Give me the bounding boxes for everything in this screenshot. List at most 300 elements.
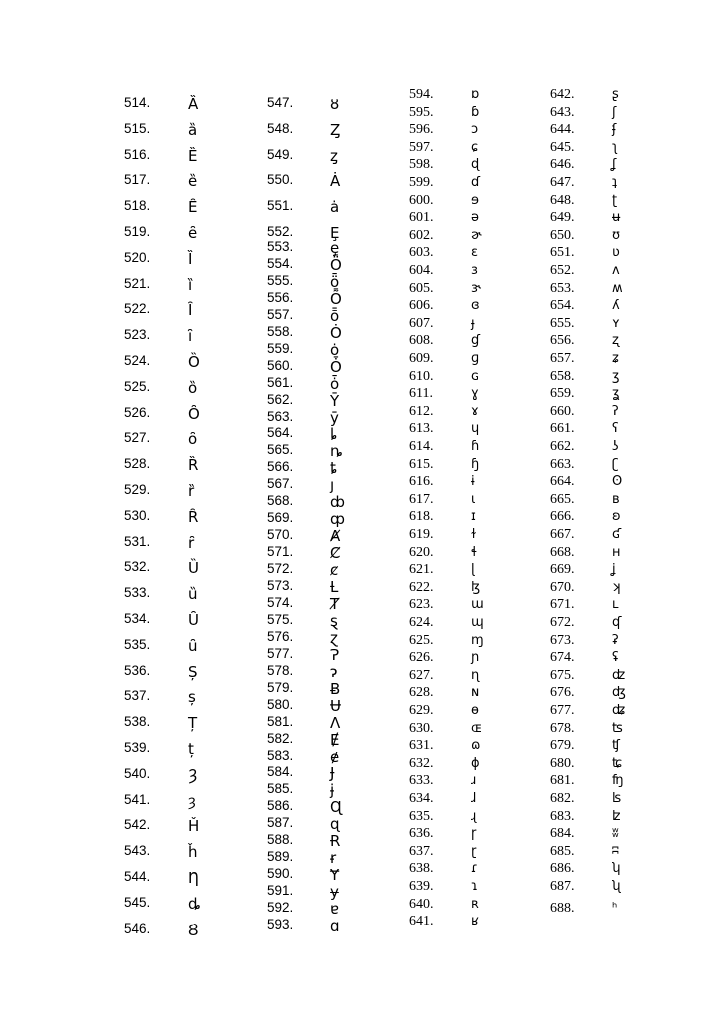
entry-glyph: ɨ [471, 474, 475, 490]
entry-glyph: Ȝ [188, 765, 198, 784]
entry-glyph: ȕ [188, 585, 198, 604]
entry-number: 534. [124, 611, 151, 626]
entry-glyph: Ʉ [330, 696, 341, 715]
entry-number: 659. [550, 386, 575, 402]
entry-number: 536. [124, 662, 151, 678]
entry-number: 604. [409, 263, 434, 278]
entry-glyph: ɡ [471, 351, 480, 366]
entry-glyph: ʊ [612, 227, 621, 243]
entry-number: 548. [267, 120, 294, 136]
entry-glyph: ɧ [471, 456, 480, 472]
entry-number: 641. [409, 914, 434, 930]
entry-glyph: Ș [188, 662, 198, 681]
entry-number: 526. [124, 404, 151, 420]
entry-number: 562. [267, 391, 294, 407]
entry-glyph: Ȏ [188, 404, 200, 423]
entry-number: 589. [267, 849, 294, 865]
entry-glyph: ȵ [330, 442, 343, 461]
entry-glyph: ʒ [612, 368, 620, 384]
entry-glyph: ɽ [471, 843, 477, 859]
entry-number: 541. [124, 791, 151, 807]
entry-glyph: ɕ [471, 139, 479, 155]
entry-number: 672. [550, 615, 575, 630]
entry-glyph: ȱ [330, 374, 340, 393]
entry-glyph: ȋ [188, 327, 193, 346]
entry-glyph: Ȇ [188, 198, 198, 217]
entry-glyph: ʆ [612, 157, 617, 173]
entry-glyph: ʅ [612, 139, 618, 155]
entry-number: 524. [124, 353, 151, 368]
entry-number: 515. [124, 120, 151, 136]
entry-number: 649. [550, 210, 575, 226]
entry-glyph: ɞ [471, 298, 480, 314]
entry-number: 556. [267, 289, 294, 305]
entry-number: 609. [409, 351, 434, 366]
entry-glyph: Ȧ [330, 172, 341, 191]
entry-number: 678. [550, 720, 575, 736]
entry-glyph: ʦ [612, 720, 623, 736]
entry-glyph: ʜ [612, 544, 621, 560]
entry-number: 688. [550, 901, 575, 916]
entry-number: 522. [124, 301, 151, 317]
entry-number: 676. [550, 685, 575, 701]
entry-glyph: ɔ [471, 122, 479, 138]
entry-glyph: ʭ [612, 843, 619, 859]
entry-glyph: ɗ [471, 175, 481, 190]
entry-glyph: ʡ [612, 632, 619, 648]
entry-glyph: ɼ [471, 826, 477, 842]
entry-number: 637. [409, 843, 434, 859]
entry-glyph: Ȟ [188, 817, 200, 836]
entry-glyph: ɲ [471, 650, 480, 666]
entry-number: 570. [267, 527, 294, 543]
entry-number: 591. [267, 883, 294, 899]
entry-glyph: ɷ [471, 738, 481, 754]
entry-glyph: Ʌ [330, 713, 341, 732]
entry-glyph: ɉ [330, 781, 335, 800]
entry-number: 560. [267, 357, 294, 373]
entry-number: 687. [550, 879, 575, 894]
entry-number: 640. [409, 896, 434, 912]
entry-number: 681. [550, 773, 575, 789]
entry-number: 643. [550, 104, 575, 120]
entry-number: 657. [550, 351, 575, 366]
entry-number: 572. [267, 561, 294, 577]
entry-glyph: ʥ [612, 703, 626, 718]
entry-glyph: ɝ [471, 280, 482, 296]
entry-number: 600. [409, 192, 434, 208]
entry-glyph: ʉ [612, 210, 621, 226]
entry-number: 680. [550, 755, 575, 771]
entry-number: 596. [409, 122, 434, 138]
entry-glyph: ɖ [471, 157, 480, 173]
entry-number: 544. [124, 869, 151, 884]
entry-glyph: ɶ [471, 720, 483, 736]
entry-glyph: ɪ [471, 509, 476, 525]
entry-number: 585. [267, 781, 294, 797]
entry-number: 632. [409, 755, 434, 771]
entry-number: 663. [550, 456, 575, 472]
entry-number: 622. [409, 579, 434, 595]
entry-number: 595. [409, 104, 434, 120]
entry-number: 636. [409, 826, 434, 842]
entry-number: 568. [267, 493, 294, 509]
entry-glyph: ʎ [612, 298, 620, 314]
entry-glyph: ʖ [612, 439, 619, 454]
entry-glyph: ɹ [471, 773, 477, 789]
entry-number: 619. [409, 527, 434, 542]
entry-number: 642. [550, 87, 575, 102]
entry-glyph: ȶ [330, 459, 338, 478]
entry-glyph: ɂ [330, 662, 338, 681]
entry-number: 577. [267, 645, 294, 661]
entry-glyph: ɘ [471, 192, 479, 208]
entry-number: 654. [550, 298, 575, 314]
entry-glyph: ȅ [188, 172, 198, 191]
entry-glyph: Ȫ [330, 255, 342, 274]
entry-number: 652. [550, 263, 575, 278]
entry-glyph: ȸ [330, 493, 345, 512]
entry-number: 579. [267, 679, 294, 695]
entry-number: 590. [267, 866, 294, 882]
entry-glyph: Ɇ [330, 730, 340, 749]
entry-glyph: ȥ [330, 146, 338, 165]
entry-number: 645. [550, 139, 575, 155]
entry-number: 582. [267, 730, 294, 746]
entry-number: 607. [409, 315, 434, 331]
entry-glyph: ʔ [612, 403, 619, 419]
entry-number: 549. [267, 146, 294, 162]
entry-glyph: Ɂ [330, 645, 340, 664]
entry-number: 631. [409, 738, 434, 754]
entry-number: 601. [409, 210, 434, 226]
entry-number: 569. [267, 510, 294, 526]
entry-glyph: ɏ [330, 883, 339, 902]
entry-glyph: Ɋ [330, 798, 342, 817]
entry-number: 529. [124, 482, 151, 497]
entry-number: 525. [124, 378, 151, 394]
entry-number: 621. [409, 562, 434, 578]
entry-glyph: ɫ [471, 527, 477, 542]
entry-glyph: ȣ [330, 95, 340, 113]
entry-glyph: Ȋ [188, 301, 193, 320]
entry-glyph: ȷ [330, 476, 335, 495]
entry-glyph: ɿ [471, 879, 478, 894]
entry-number: 531. [124, 533, 151, 549]
entry-glyph: ɤ [471, 403, 479, 419]
entry-glyph: ȓ [188, 533, 195, 552]
entry-glyph: ɣ [471, 386, 479, 402]
entry-number: 557. [267, 306, 294, 322]
entry-glyph: ʕ [612, 421, 619, 437]
entry-glyph: Ƞ [188, 869, 200, 887]
entry-glyph: Ȅ [188, 146, 198, 165]
entry-glyph: ɥ [471, 421, 480, 437]
entry-number: 558. [267, 323, 294, 339]
entry-number: 606. [409, 298, 434, 314]
entry-number: 516. [124, 146, 151, 162]
entry-number: 683. [550, 808, 575, 824]
entry-glyph: Ȗ [188, 611, 199, 629]
entry-glyph: ʏ [612, 315, 620, 331]
entry-number: 554. [267, 255, 294, 271]
entry-number: 563. [267, 408, 294, 424]
entry-number: 571. [267, 544, 294, 560]
entry-glyph: ȩ [330, 239, 340, 257]
entry-number: 578. [267, 662, 294, 678]
entry-number: 671. [550, 597, 575, 613]
entry-glyph: ɺ [471, 791, 477, 806]
entry-number: 666. [550, 509, 575, 525]
entry-glyph: ʍ [612, 280, 623, 296]
entry-number: 617. [409, 491, 434, 507]
entry-glyph: ɦ [471, 439, 480, 454]
entry-number: 648. [550, 192, 575, 208]
entry-glyph: ʘ [612, 474, 623, 490]
entry-glyph: ʢ [612, 650, 619, 666]
entry-number: 567. [267, 476, 294, 492]
entry-glyph: ʙ [612, 491, 620, 507]
entry-number: 674. [550, 650, 575, 666]
entry-number: 553. [267, 239, 294, 254]
entry-glyph: ʈ [612, 192, 618, 208]
entry-glyph: ʟ [612, 597, 619, 613]
entry-number: 588. [267, 832, 294, 848]
entry-number: 532. [124, 559, 151, 575]
entry-number: 566. [267, 459, 294, 475]
entry-glyph: ɸ [471, 755, 480, 771]
entry-number: 610. [409, 368, 434, 384]
entry-glyph: ʝ [612, 562, 616, 578]
entry-glyph: ʐ [612, 333, 619, 349]
entry-number: 519. [124, 224, 151, 239]
entry-glyph: ʋ [612, 245, 620, 261]
entry-number: 627. [409, 667, 434, 683]
entry-glyph: ʰ [612, 901, 618, 916]
entry-number: 647. [550, 175, 575, 190]
entry-number: 620. [409, 544, 434, 560]
entry-glyph: ʛ [612, 527, 622, 542]
entry-glyph: ɰ [471, 615, 484, 630]
entry-glyph: ʀ [471, 896, 479, 912]
entry-glyph: ɋ [330, 815, 340, 834]
entry-number: 626. [409, 650, 434, 666]
entry-number: 650. [550, 227, 575, 243]
entry-number: 527. [124, 430, 151, 446]
entry-glyph: Ɉ [330, 764, 335, 783]
entry-number: 639. [409, 879, 434, 894]
entry-number: 597. [409, 139, 434, 155]
entry-glyph: ȡ [188, 894, 201, 913]
entry-glyph: ɍ [330, 849, 337, 868]
entry-number: 517. [124, 172, 151, 188]
entry-number: 551. [267, 198, 294, 214]
entry-glyph: ȑ [188, 482, 195, 500]
entry-glyph: Ƚ [330, 578, 339, 596]
entry-glyph: ʧ [612, 738, 620, 754]
entry-glyph: ʄ [612, 122, 617, 138]
entry-glyph: ʬ [612, 826, 619, 842]
entry-glyph: ȫ [330, 272, 340, 291]
entry-number: 586. [267, 798, 294, 814]
entry-number: 555. [267, 272, 294, 288]
entry-glyph: ȿ [330, 611, 338, 630]
entry-number: 634. [409, 791, 434, 806]
entry-glyph: ʂ [612, 87, 619, 102]
entry-glyph: ʚ [612, 509, 621, 525]
entry-number: 618. [409, 509, 434, 525]
entry-glyph: ɓ [471, 104, 480, 120]
entry-glyph: Ⱦ [330, 594, 340, 613]
entry-number: 667. [550, 527, 575, 542]
entry-number: 653. [550, 280, 575, 296]
entry-glyph: ʌ [612, 263, 620, 278]
entry-number: 611. [409, 386, 433, 402]
entry-glyph: ɑ [330, 917, 340, 935]
entry-glyph: ɯ [471, 597, 484, 613]
entry-glyph: ȉ [188, 275, 193, 294]
entry-number: 684. [550, 826, 575, 842]
entry-glyph: ʑ [612, 351, 619, 366]
entry-number: 573. [267, 578, 294, 593]
entry-number: 679. [550, 738, 575, 754]
entry-number: 520. [124, 249, 151, 265]
entry-number: 564. [267, 425, 294, 441]
entry-number: 662. [550, 439, 575, 454]
entry-glyph: Ɍ [330, 832, 341, 851]
entry-glyph: ʁ [471, 914, 479, 930]
entry-glyph: ɒ [471, 87, 480, 102]
entry-number: 614. [409, 439, 434, 454]
entry-glyph: Ȑ [188, 456, 199, 475]
entry-glyph: ɚ [471, 227, 482, 243]
entry-number: 661. [550, 421, 575, 437]
entry-glyph: ȝ [188, 791, 196, 810]
entry-number: 615. [409, 456, 434, 472]
entry-glyph: ʗ [612, 456, 619, 472]
entry-glyph: ʮ [612, 861, 621, 877]
entry-glyph: ə [471, 210, 479, 226]
entry-number: 613. [409, 421, 434, 437]
entry-number: 581. [267, 713, 294, 729]
entry-number: 598. [409, 157, 434, 173]
entry-number: 664. [550, 474, 575, 490]
entry-number: 523. [124, 327, 151, 343]
entry-number: 521. [124, 275, 151, 291]
entry-glyph: Ƀ [330, 679, 341, 698]
entry-glyph: ɵ [471, 703, 479, 718]
entry-glyph: Ȓ [188, 507, 199, 526]
entry-glyph: ʫ [612, 808, 621, 824]
entry-number: 605. [409, 280, 434, 296]
entry-glyph: ș [188, 688, 196, 707]
entry-number: 542. [124, 817, 151, 833]
entry-number: 612. [409, 403, 434, 419]
entry-number: 665. [550, 491, 575, 507]
entry-number: 528. [124, 456, 151, 472]
entry-glyph: ȹ [330, 510, 345, 529]
entry-number: 538. [124, 714, 151, 730]
entry-glyph: ʯ [612, 879, 621, 894]
entry-glyph: ɠ [471, 333, 481, 349]
entry-glyph: ɢ [471, 368, 480, 384]
entry-number: 658. [550, 368, 575, 384]
entry-glyph: Ȣ [188, 920, 199, 939]
entry-glyph: ȯ [330, 340, 340, 359]
entry-number: 608. [409, 333, 434, 349]
entry-glyph: ʠ [612, 615, 622, 630]
entry-number: 514. [124, 95, 151, 110]
entry-number: 565. [267, 442, 294, 458]
entry-glyph: ʞ [612, 579, 621, 595]
entry-number: 561. [267, 374, 294, 390]
entry-number: 677. [550, 703, 575, 718]
entry-glyph: Ȕ [188, 559, 199, 578]
entry-glyph: ȼ [330, 561, 339, 580]
entry-number: 530. [124, 507, 151, 523]
entry-number: 576. [267, 628, 294, 644]
entry-number: 559. [267, 340, 294, 356]
entry-glyph: ȏ [188, 430, 198, 449]
entry-number: 668. [550, 544, 575, 560]
entry-glyph: ȇ [188, 224, 198, 242]
entry-glyph: ț [188, 740, 194, 758]
entry-number: 540. [124, 765, 151, 781]
entry-number: 624. [409, 615, 434, 630]
entry-glyph: Ȥ [330, 120, 341, 139]
entry-number: 593. [267, 917, 294, 932]
entry-number: 546. [124, 920, 151, 936]
entry-glyph: Ȼ [330, 544, 341, 563]
entry-glyph: ɇ [330, 747, 340, 766]
entry-number: 535. [124, 636, 151, 652]
entry-glyph: Ⱥ [330, 527, 341, 546]
entry-glyph: ɴ [471, 685, 480, 701]
entry-glyph: ȟ [188, 843, 198, 862]
entry-number: 533. [124, 585, 151, 601]
entry-number: 644. [550, 122, 575, 138]
entry-number: 685. [550, 843, 575, 859]
entry-glyph: ɾ [471, 861, 478, 877]
entry-number: 633. [409, 773, 434, 789]
entry-glyph: Ȁ [188, 95, 199, 113]
entry-glyph: ɳ [471, 667, 480, 683]
entry-glyph: ȴ [330, 425, 338, 444]
entry-glyph: ɱ [471, 632, 484, 648]
entry-glyph: ɬ [471, 544, 478, 560]
entry-number: 518. [124, 198, 151, 214]
entry-glyph: ʣ [612, 667, 626, 683]
entry-number: 673. [550, 632, 575, 648]
entry-glyph: ʇ [612, 175, 618, 190]
entry-number: 583. [267, 747, 294, 763]
entry-number: 550. [267, 172, 294, 188]
entry-number: 686. [550, 861, 575, 877]
entry-number: 599. [409, 175, 434, 190]
entry-number: 670. [550, 579, 575, 595]
entry-glyph: ɩ [471, 491, 476, 507]
entry-number: 625. [409, 632, 434, 648]
entry-glyph: ȁ [188, 120, 198, 139]
entry-number: 537. [124, 688, 151, 704]
entry-glyph: ʩ [612, 773, 624, 789]
entry-glyph: ʨ [612, 755, 623, 771]
entry-number: 646. [550, 157, 575, 173]
entry-number: 628. [409, 685, 434, 701]
entry-glyph: Ț [188, 714, 198, 733]
entry-number: 574. [267, 594, 294, 610]
entry-number: 539. [124, 740, 151, 755]
